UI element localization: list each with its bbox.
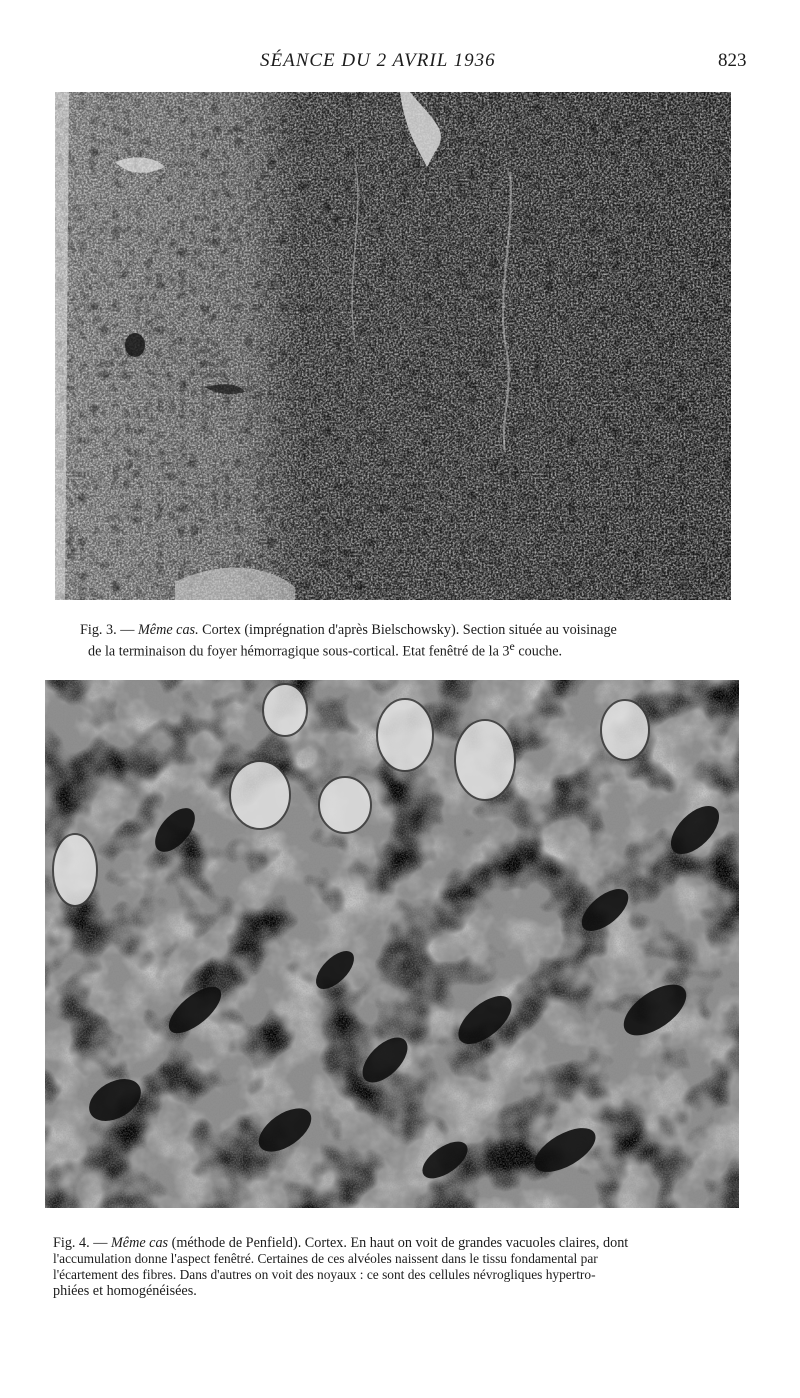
figure-4-label: Fig. 4.	[53, 1235, 90, 1251]
figure-4-dash: —	[93, 1235, 108, 1251]
figure-3-label: Fig. 3.	[80, 622, 117, 638]
figure-4-caption	[53, 1235, 753, 1299]
figure-4-italic-prefix: Même cas	[110, 1235, 169, 1251]
page-header	[0, 50, 800, 74]
figure-3-dash: —	[120, 622, 135, 638]
figure-3-caption-line-1	[80, 622, 740, 638]
figure-4-caption-line-3: l'écartement des fibres. Dans d'autres on voit des noyaux : ce sont des cellules névrogliques hypertro-	[53, 1267, 596, 1282]
figure-3-caption	[80, 622, 740, 660]
figure-4-image	[45, 680, 739, 1208]
figure-3-caption-end: couche.	[514, 643, 563, 660]
figure-3-caption-line-2	[80, 638, 740, 660]
figure-4-caption-line-2: l'accumulation donne l'aspect fenêtré. Certaines de ces alvéoles naissent dans le tissu fondamental par	[53, 1251, 598, 1266]
figure-4-caption-text-1: (méthode de Penfield). Cortex. En haut on voit de grandes vacuoles claires, dont	[171, 1235, 629, 1251]
figure-4-caption-line-4: phiées et homogénéisées.	[53, 1283, 197, 1299]
figure-3-micrograph	[55, 92, 731, 600]
running-title: SÉANCE DU 2 AVRIL 1936	[260, 50, 496, 71]
figure-4-micrograph	[45, 680, 739, 1208]
figure-3-italic-prefix: Même cas.	[137, 622, 199, 638]
figure-3-caption-text-1: Cortex (imprégnation d'après Bielschowsky). Section située au voisinage	[202, 622, 617, 638]
figure-3-caption-superscript: e	[509, 639, 515, 653]
figure-4-caption-line-1	[53, 1235, 753, 1251]
page-number: 823	[718, 50, 747, 71]
figure-3-caption-text-2: de la terminaison du foyer hémorragique sous-cortical. Etat fenêtré de la 3	[88, 643, 510, 660]
figure-3-image	[55, 92, 731, 600]
